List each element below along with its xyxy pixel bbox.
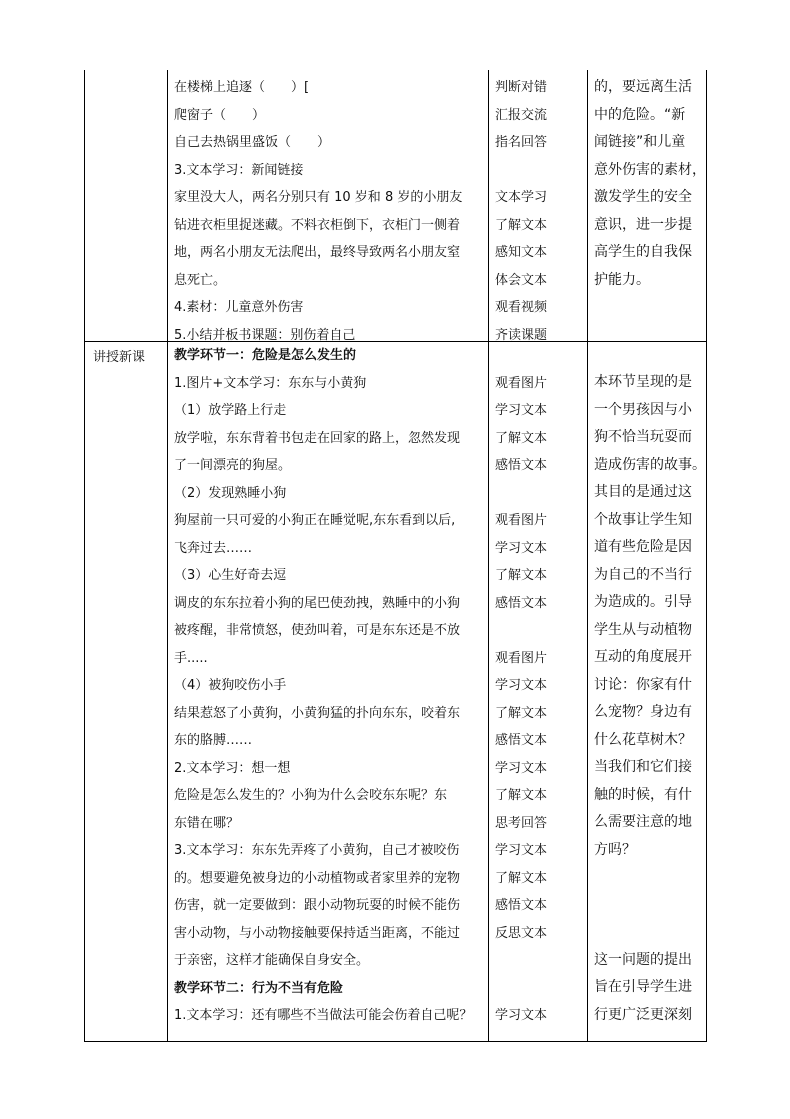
intent-line: 狗不恰当玩耍而 bbox=[594, 429, 692, 445]
activity-line: 观看图片 bbox=[495, 513, 548, 528]
content-line: 5.小结并板书课题：别伤着自己 bbox=[174, 327, 356, 343]
activity-line: 文本学习 bbox=[495, 190, 548, 205]
intent-line: 其目的是通过这 bbox=[594, 484, 692, 500]
content-line: 于亲密，这样才能确保自身安全。 bbox=[174, 953, 370, 968]
intent-line: 旨在引导学生进 bbox=[594, 979, 692, 995]
content-line: 危险是怎么发生的？小狗为什么会咬东东呢？东 bbox=[174, 788, 448, 803]
row2-content-cell bbox=[174, 342, 484, 1030]
content-line: 2.文本学习：想一想 bbox=[174, 760, 291, 776]
activity-line: 学习文本 bbox=[495, 403, 548, 418]
activity-line: 了解文本 bbox=[495, 430, 548, 446]
row1-activities-cell bbox=[495, 74, 583, 349]
activity-line: 学习文本 bbox=[495, 760, 548, 776]
intent-line: 个故事让学生知 bbox=[594, 511, 692, 528]
content-line: （1）放学路上行走 bbox=[174, 403, 287, 418]
activity-line: 感悟文本 bbox=[495, 898, 548, 913]
activity-line: 思考回答 bbox=[495, 815, 548, 831]
intent-line: 这一问题的提出 bbox=[594, 951, 692, 968]
intent-line bbox=[594, 864, 706, 892]
intent-line: 中的危险。“新 bbox=[594, 106, 686, 123]
content-line: （2）发现熟睡小狗 bbox=[174, 485, 287, 501]
content-line: 被疼醒，非常愤怒，使劲叫着，可是东东还是不放 bbox=[174, 623, 461, 638]
activity-line: 感悟文本 bbox=[495, 458, 548, 473]
activity-line: 了解文本 bbox=[495, 705, 548, 721]
activity-line: 指名回答 bbox=[495, 135, 548, 150]
row2-intent-cell bbox=[594, 369, 706, 1029]
activity-line: 学习文本 bbox=[495, 678, 548, 693]
intent-line: 为造成的。引导 bbox=[594, 594, 692, 610]
activity-line: 观看图片 bbox=[495, 375, 548, 391]
activity-line bbox=[495, 975, 583, 1003]
table-border-left bbox=[84, 70, 85, 1042]
intent-line bbox=[594, 919, 706, 947]
row2-activities-cell bbox=[495, 342, 583, 1030]
content-line: 狗屋前一只可爱的小狗正在睡觉呢,东东看到以后, bbox=[174, 513, 456, 528]
content-line: 飞奔过去…… bbox=[174, 540, 253, 556]
activity-line: 学习文本 bbox=[495, 843, 548, 858]
row2-label: 讲授新课 bbox=[93, 350, 146, 365]
intent-line: 讨论：你家有什 bbox=[594, 676, 692, 693]
activity-line bbox=[495, 617, 583, 645]
content-line: 的。想要避免被身边的小动植物或者家里养的宠物 bbox=[174, 870, 461, 886]
content-line: 1.图片+文本学习：东东与小黄狗 bbox=[174, 375, 367, 391]
content-line: 结果惹怒了小黄狗，小黄狗猛的扑向东东，咬着东 bbox=[174, 705, 461, 721]
content-line: 4.素材：儿童意外伤害 bbox=[174, 300, 304, 315]
content-line: 伤害，就一定要做到：跟小动物玩耍的时候不能伤 bbox=[174, 898, 461, 913]
activity-line: 感知文本 bbox=[495, 245, 548, 260]
content-line: 自己去热锅里盛饭（ ） bbox=[174, 135, 331, 150]
table-border-right bbox=[706, 70, 707, 1042]
intent-line: 道有些危险是因 bbox=[594, 539, 692, 555]
intent-line: 为自己的不当行 bbox=[594, 566, 692, 583]
intent-line: 激发学生的安全 bbox=[594, 189, 692, 205]
intent-line: 的，要远离生活 bbox=[594, 79, 692, 95]
content-line: 调皮的东东拉着小狗的尾巴使劲拽，熟睡中的小狗 bbox=[174, 595, 461, 611]
intent-line: 意识，进一步提 bbox=[594, 216, 692, 233]
activity-line: 判断对错 bbox=[495, 80, 548, 95]
intent-line: 么需要注意的地 bbox=[594, 814, 692, 830]
content-line: 放学啦，东东背着书包走在回家的路上，忽然发现 bbox=[174, 430, 461, 446]
intent-line: 么宠物？身边有 bbox=[594, 704, 692, 720]
activity-line: 反思文本 bbox=[495, 925, 548, 941]
content-line: 家里没大人，两名分别只有 10 岁和 8 岁的小朋友 bbox=[174, 190, 463, 205]
intent-line: 本环节呈现的是 bbox=[594, 374, 692, 390]
content-line: 教学环节一：危险是怎么发生的 bbox=[174, 348, 357, 363]
intent-line: 造成伤害的故事。 bbox=[594, 456, 706, 473]
activity-line bbox=[495, 947, 583, 975]
table-column-divider-2 bbox=[488, 70, 489, 1042]
intent-line: 触的时候，有什 bbox=[594, 786, 692, 803]
activity-line: 齐读课题 bbox=[495, 327, 548, 343]
activity-line: 汇报交流 bbox=[495, 107, 548, 123]
activity-line: 了解文本 bbox=[495, 870, 548, 886]
activity-line: 了解文本 bbox=[495, 568, 548, 583]
content-line: 手..... bbox=[174, 650, 208, 666]
intent-line: 互动的角度展开 bbox=[594, 649, 692, 665]
content-line: 东错在哪？ bbox=[174, 815, 240, 831]
activity-line: 学习文本 bbox=[495, 540, 548, 556]
table-column-divider-3 bbox=[587, 70, 588, 1042]
activity-line bbox=[495, 157, 583, 185]
content-line: 息死亡。 bbox=[174, 272, 227, 288]
content-line: 教学环节二：行为不当有危险 bbox=[174, 980, 344, 996]
content-line: （3）心生好奇去逗 bbox=[174, 568, 287, 583]
intent-line: 方吗？ bbox=[594, 841, 636, 858]
intent-line: 学生从与动植物 bbox=[594, 621, 692, 638]
activity-line: 学习文本 bbox=[495, 1008, 548, 1023]
activity-line: 感悟文本 bbox=[495, 733, 548, 748]
table-column-divider-1 bbox=[167, 70, 168, 1042]
intent-line bbox=[594, 892, 706, 920]
intent-line: 高学生的自我保 bbox=[594, 244, 692, 260]
content-line: 3.文本学习：东东先弄疼了小黄狗，自己才被咬伤 bbox=[174, 843, 460, 858]
content-line: 害小动物，与小动物接触要保持适当距离，不能过 bbox=[174, 925, 461, 941]
activity-line: 了解文本 bbox=[495, 788, 548, 803]
activity-line: 观看图片 bbox=[495, 650, 548, 666]
content-line: 了一间漂亮的狗屋。 bbox=[174, 458, 292, 473]
intent-line: 护能力。 bbox=[594, 271, 650, 288]
content-line: 东的胳膊…… bbox=[174, 733, 253, 748]
content-line: 在楼梯上追逐（ ）[ bbox=[174, 80, 310, 95]
intent-line: 闻链接”和儿童 bbox=[594, 134, 686, 150]
intent-line: 什么花草树木？ bbox=[594, 731, 692, 748]
intent-line: 意外伤害的素材， bbox=[594, 161, 706, 178]
intent-line: 行更广泛更深刻 bbox=[594, 1006, 692, 1023]
table-border-bottom bbox=[84, 1041, 707, 1042]
activity-line: 感悟文本 bbox=[495, 595, 548, 611]
content-line: 1.文本学习：还有哪些不当做法可能会伤着自己呢？ bbox=[174, 1008, 473, 1023]
activity-line bbox=[495, 480, 583, 508]
content-line: 地，两名小朋友无法爬出，最终导致两名小朋友窒 bbox=[174, 245, 461, 260]
row1-content-cell bbox=[174, 74, 484, 349]
activity-line bbox=[495, 342, 583, 370]
intent-line: 当我们和它们接 bbox=[594, 759, 692, 775]
activity-line: 了解文本 bbox=[495, 217, 548, 233]
intent-line: 一个男孩因与小 bbox=[594, 401, 692, 418]
content-line: 3.文本学习：新闻链接 bbox=[174, 162, 304, 178]
activity-line: 体会文本 bbox=[495, 272, 548, 288]
content-line: 爬窗子（ ） bbox=[174, 107, 266, 123]
content-line: （4）被狗咬伤小手 bbox=[174, 678, 287, 693]
content-line: 钻进衣柜里捉迷藏。不料衣柜倒下，衣柜门一侧着 bbox=[174, 217, 461, 233]
row1-intent-cell bbox=[594, 74, 706, 294]
activity-line: 观看视频 bbox=[495, 300, 548, 315]
